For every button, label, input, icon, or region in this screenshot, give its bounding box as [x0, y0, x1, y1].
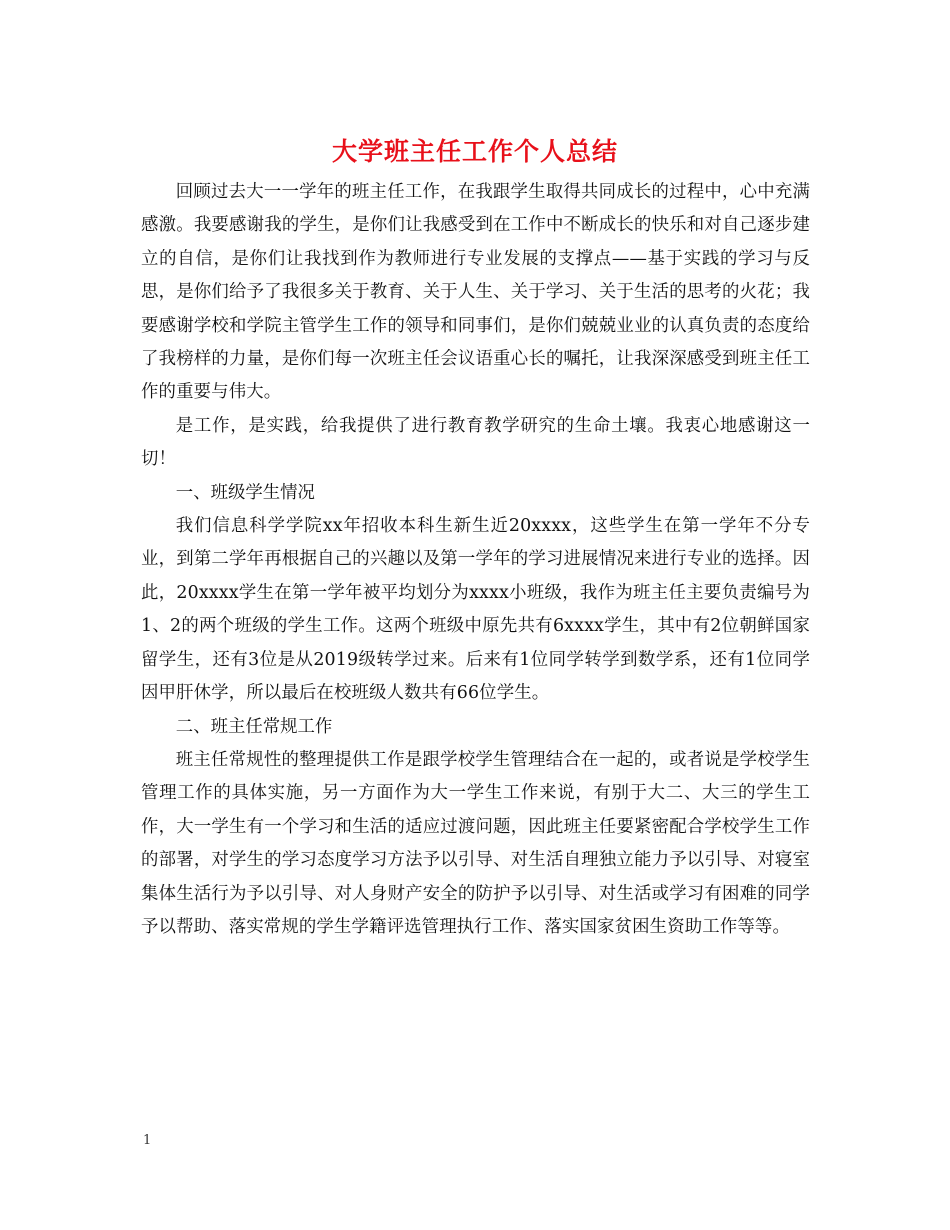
section-text-class-situation: 我们信息科学学院xx年招收本科生新生近20xxxx，这些学生在第一学年不分专业，到第二学年再根据自己的兴趣以及第一学年的学习进展情况来进行专业的选择。因此，20xxxx学生在第一学年被平均划分为xxxx小班级，我作为班主任主要负责编号为1、2的两个班级的学生工作。这两个班级中原先共有6xxxx学生，其中有2位朝鲜国家留学生，还有3位是从2019级转学过来。后来有1位同学转学到数学系，还有1位同学因甲肝休学，所以最后在校班级人数共有66位学生。: [141, 516, 810, 704]
document-title: 大学班主任工作个人总结: [331, 137, 618, 166]
section-heading-routine-work: 二、班主任常规工作: [175, 716, 333, 737]
document-body: [141, 176, 810, 944]
page-number: 1: [143, 1133, 152, 1148]
section-text-routine-work: 班主任常规性的整理提供工作是跟学校学生管理结合在一起的，或者说是学校学生管理工作的具体实施，另一方面作为大一学生工作来说，有别于大二、大三的学生工作，大一学生有一个学习和生活的适应过渡问题，因此班主任要紧密配合学校学生工作的部署，对学生的学习态度学习方法予以引导、对生活自理独立能力予以引导、对寝室集体生活行为予以引导、对人身财产安全的防护予以引导、对生活或学习有困难的同学予以帮助、落实常规的学生学籍评选管理执行工作、落实国家贫困生资助工作等等。: [141, 749, 810, 937]
thanks-paragraph: 是工作，是实践，给我提供了进行教育教学研究的生命土壤。我衷心地感谢这一切！: [141, 415, 810, 470]
section-heading-class-situation: 一、班级学生情况: [175, 482, 315, 503]
intro-paragraph: 回顾过去大一一学年的班主任工作，在我跟学生取得共同成长的过程中，心中充满感激。我要感谢我的学生，是你们让我感受到在工作中不断成长的快乐和对自己逐步建立的自信，是你们让我找到作为教师进行专业发展的支撑点——基于实践的学习与反思，是你们给予了我很多关于教育、关于人生、关于学习、关于生活的思考的火花；我要感谢学校和学院主管学生工作的领导和同事们，是你们兢兢业业的认真负责的态度给了我榜样的力量，是你们每一次班主任会议语重心长的嘱托，让我深深感受到班主任工作的重要与伟大。: [141, 182, 810, 403]
